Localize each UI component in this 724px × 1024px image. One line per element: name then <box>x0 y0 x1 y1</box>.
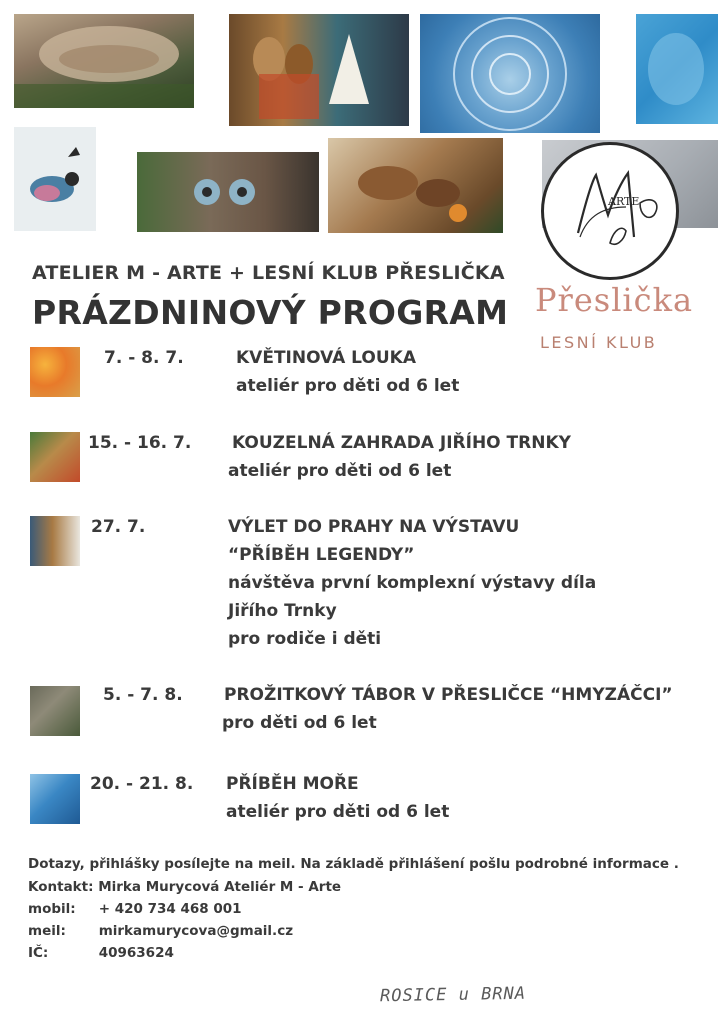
event-detail: Jiřího Trnky <box>228 601 337 621</box>
event-detail: návštěva první komplexní výstavy díla <box>228 573 597 593</box>
event-date: 20. - 21. 8. <box>90 774 194 794</box>
bird-photo <box>14 127 96 231</box>
ic-label: IČ: <box>28 945 49 961</box>
handwritten-location: ROSICE u BRNA <box>379 983 527 1007</box>
bird-icon <box>14 127 96 231</box>
footer-email <box>28 923 293 939</box>
event-detail: ateliér pro děti od 6 let <box>228 461 452 481</box>
event-detail: pro rodiče i děti <box>228 629 382 649</box>
pattern-icon <box>420 14 600 133</box>
ic-value: 40963624 <box>98 945 174 961</box>
mushroom-photo <box>14 14 194 108</box>
event-date: 27. 7. <box>91 517 146 537</box>
owl-icon <box>137 152 319 232</box>
owl-photo <box>137 152 319 232</box>
presl-logo-name: Přeslička <box>535 281 694 319</box>
event-date: 15. - 16. 7. <box>88 433 192 453</box>
sea-thumb <box>30 774 80 824</box>
footer-ic <box>28 945 174 961</box>
event-date: 7. - 8. 7. <box>104 348 184 368</box>
event-title: KVĚTINOVÁ LOUKA <box>236 348 416 368</box>
marte-logo <box>541 142 679 280</box>
email-label: meil: <box>28 923 66 939</box>
footer-mobile <box>28 901 242 917</box>
cones-photo <box>328 138 503 233</box>
event-quote: “PŘÍBĚH LEGENDY” <box>228 545 415 565</box>
footer-contact: Kontakt: Mirka Murycová Ateliér M - Arte <box>28 879 342 895</box>
pinecone-icon <box>328 138 503 233</box>
legend-thumb <box>30 516 80 566</box>
event-title: KOUZELNÁ ZAHRADA JIŘÍHO TRNKY <box>232 433 571 453</box>
marte-logo-text: ARTE <box>608 195 640 208</box>
rabbit-icon <box>229 14 409 126</box>
event-detail: ateliér pro děti od 6 let <box>226 802 450 822</box>
event-detail: pro děti od 6 let <box>222 713 377 733</box>
subtitle-heading: ATELIER M - ARTE + LESNÍ KLUB PŘESLIČKA <box>32 262 505 284</box>
footer-note: Dotazy, přihlášky posílejte na meil. Na základě přihlášení pošlu podrobné informace . <box>28 856 679 872</box>
blue-pattern-photo <box>420 14 600 133</box>
painting-icon <box>636 14 718 124</box>
event-title: PŘÍBĚH MOŘE <box>226 774 359 794</box>
page-title: PRÁZDNINOVÝ PROGRAM <box>32 293 509 332</box>
mushroom-icon <box>14 14 194 108</box>
event-detail: ateliér pro děti od 6 let <box>236 376 460 396</box>
mobile-value: + 420 734 468 001 <box>98 901 242 917</box>
insect-thumb <box>30 686 80 736</box>
rabbit-puppets-photo <box>229 14 409 126</box>
presl-logo-subtitle: LESNÍ KLUB <box>540 333 658 352</box>
email-value: mirkamurycova@gmail.cz <box>98 923 294 939</box>
blue-painting-photo <box>636 14 718 124</box>
garden-thumb <box>30 432 80 482</box>
event-title: PROŽITKOVÝ TÁBOR V PŘESLIČCE “HMYZÁČCI” <box>224 685 673 705</box>
mobile-label: mobil: <box>28 901 76 917</box>
event-date: 5. - 7. 8. <box>103 685 183 705</box>
flower-thumb <box>30 347 80 397</box>
event-title: VÝLET DO PRAHY NA VÝSTAVU <box>228 517 520 537</box>
